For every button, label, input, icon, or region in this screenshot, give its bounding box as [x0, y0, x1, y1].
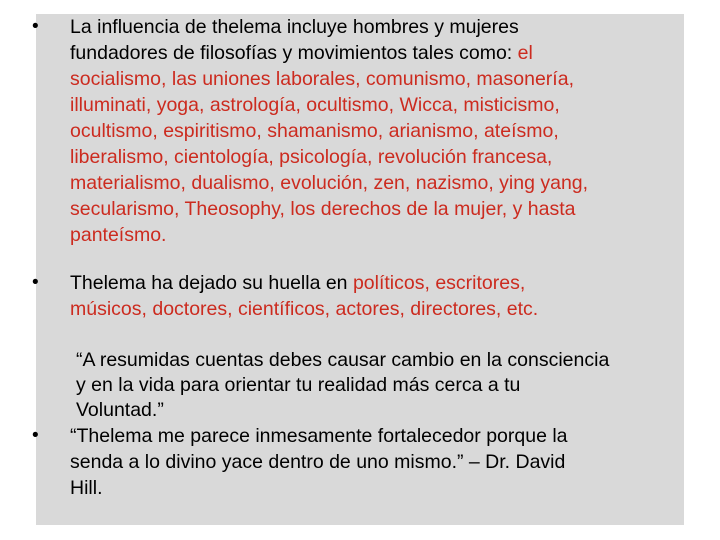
highlighted-line: socialismo, las uniones laborales, comunismo, masonería,	[70, 68, 574, 90]
quote-text	[76, 348, 676, 423]
highlighted-line: materialismo, dualismo, evolución, zen, nazismo, ying yang,	[70, 172, 589, 194]
text-line	[70, 270, 682, 296]
highlighted-line: ocultismo, espiritismo, shamanismo, arianismo, ateísmo,	[70, 120, 559, 142]
text-line: y en la vida para orientar tu realidad más cerca a tu	[76, 374, 521, 396]
highlighted-text: el	[517, 42, 533, 64]
text-line: Voluntad.”	[76, 399, 164, 421]
text-segment: fundadores de filosofías y movimientos tales como:	[70, 42, 518, 64]
bullet-marker: •	[32, 16, 39, 37]
text-segment: Thelema ha dejado su huella en	[70, 272, 353, 294]
highlighted-line: secularismo, Theosophy, los derechos de la mujer, y hasta	[70, 198, 576, 220]
text-line: “A resumidas cuentas debes causar cambio en la consciencia	[76, 349, 610, 371]
text-line: senda a lo divino yace dentro de uno mismo.” – Dr. David	[70, 451, 566, 473]
bullet-text	[70, 423, 682, 501]
bullet-marker: •	[32, 272, 39, 293]
highlighted-text: políticos, escritores,	[352, 272, 526, 294]
bullet-text	[70, 270, 682, 322]
bullet-marker: •	[32, 425, 39, 446]
bullet-text	[70, 14, 682, 248]
text-line: La influencia de thelema incluye hombres y mujeres	[70, 16, 519, 38]
highlighted-line: illuminati, yoga, astrología, ocultismo, Wicca, misticismo,	[70, 94, 560, 116]
highlighted-line: panteísmo.	[70, 224, 167, 246]
text-line	[70, 40, 682, 66]
highlighted-line: músicos, doctores, científicos, actores, directores, etc.	[70, 298, 539, 320]
text-line: “Thelema me parece inmesamente fortalecedor porque la	[70, 425, 568, 447]
content-panel	[32, 14, 684, 525]
highlighted-line: liberalismo, cientología, psicología, revolución francesa,	[70, 146, 553, 168]
text-line: Hill.	[70, 477, 103, 499]
